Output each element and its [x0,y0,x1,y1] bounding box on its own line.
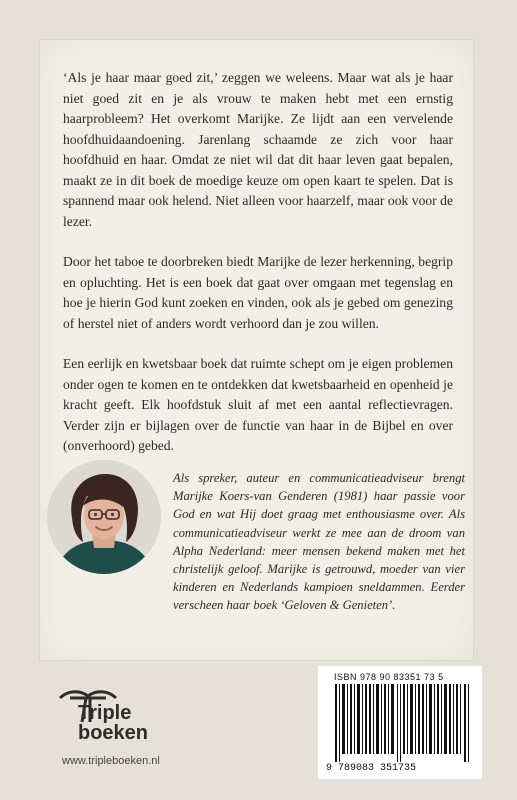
publisher-website: www.tripleboeken.nl [62,755,160,767]
publisher-logo-text [78,703,148,743]
isbn-label: ISBN 978 90 83351 73 5 [334,672,444,682]
back-cover-blurb [63,68,453,477]
blurb-paragraph-2: Door het taboe te doorbreken biedt Marijke de lezer herkenning, begrip en opluchting. Het is een boek dat gaat over omgaan met tegenslag en hoe je hierin God kunt zoeken en vinden, ook als je gebed om genezing of herstel niet of anders wordt verhoord dan je zou willen. [63,254,453,331]
publisher-line-1: Triple [78,702,132,724]
author-bio: Als spreker, auteur en communicatieadviseur brengt Marijke Koers-van Genderen (1981) haar passie voor God en wat Hij doet graag met enthousiasme over. Als communicatieadviseur werkt ze mee aan de droom van Alpha Nederland: meer mensen bekend maken met het christelijk geloof. Marijke is getrouwd, moeder van vier kinderen en Nederlands kampioen sneldammen. Eerder verscheen haar boek ‘Geloven & Genieten’. [173,471,465,613]
blurb-paragraph-1: ‘Als je haar maar goed zit,’ zeggen we weleens. Maar wat als je haar niet goed zit en je als vrouw te maken hebt met een ernstig haarprobleem? Het overkomt Marijke. Ze lijdt aan een vervelende hoofdhuidaandoening. Jarenlang schaamde ze zich voor haar hoofdhuid en haar. Omdat ze niet wil dat dit haar leven gaat bepalen, maakt ze in dit boek de moedige keuze om open kaart te spelen. Dat is spannend maar ook helend. Niet alleen voor haarzelf, maar ook voor de lezer. [63,70,453,229]
publisher-line-2: boeken [78,722,149,744]
author-photo [47,460,161,574]
barcode-digits: 9 789083 351735 [326,763,417,774]
blurb-paragraph-3: Een eerlijk en kwetsbaar boek dat ruimte schept om je eigen problemen onder ogen te komen en te ontdekken dat kwetsbaarheid en openheid je kracht geeft. Elk hoofdstuk sluit af met een aantal reflectievragen. Verder zijn er bijlagen over de functie van haar in de Bijbel en over (onverhoord) gebed. [63,356,453,453]
author-portrait-illustration [47,460,161,574]
barcode [335,684,471,762]
